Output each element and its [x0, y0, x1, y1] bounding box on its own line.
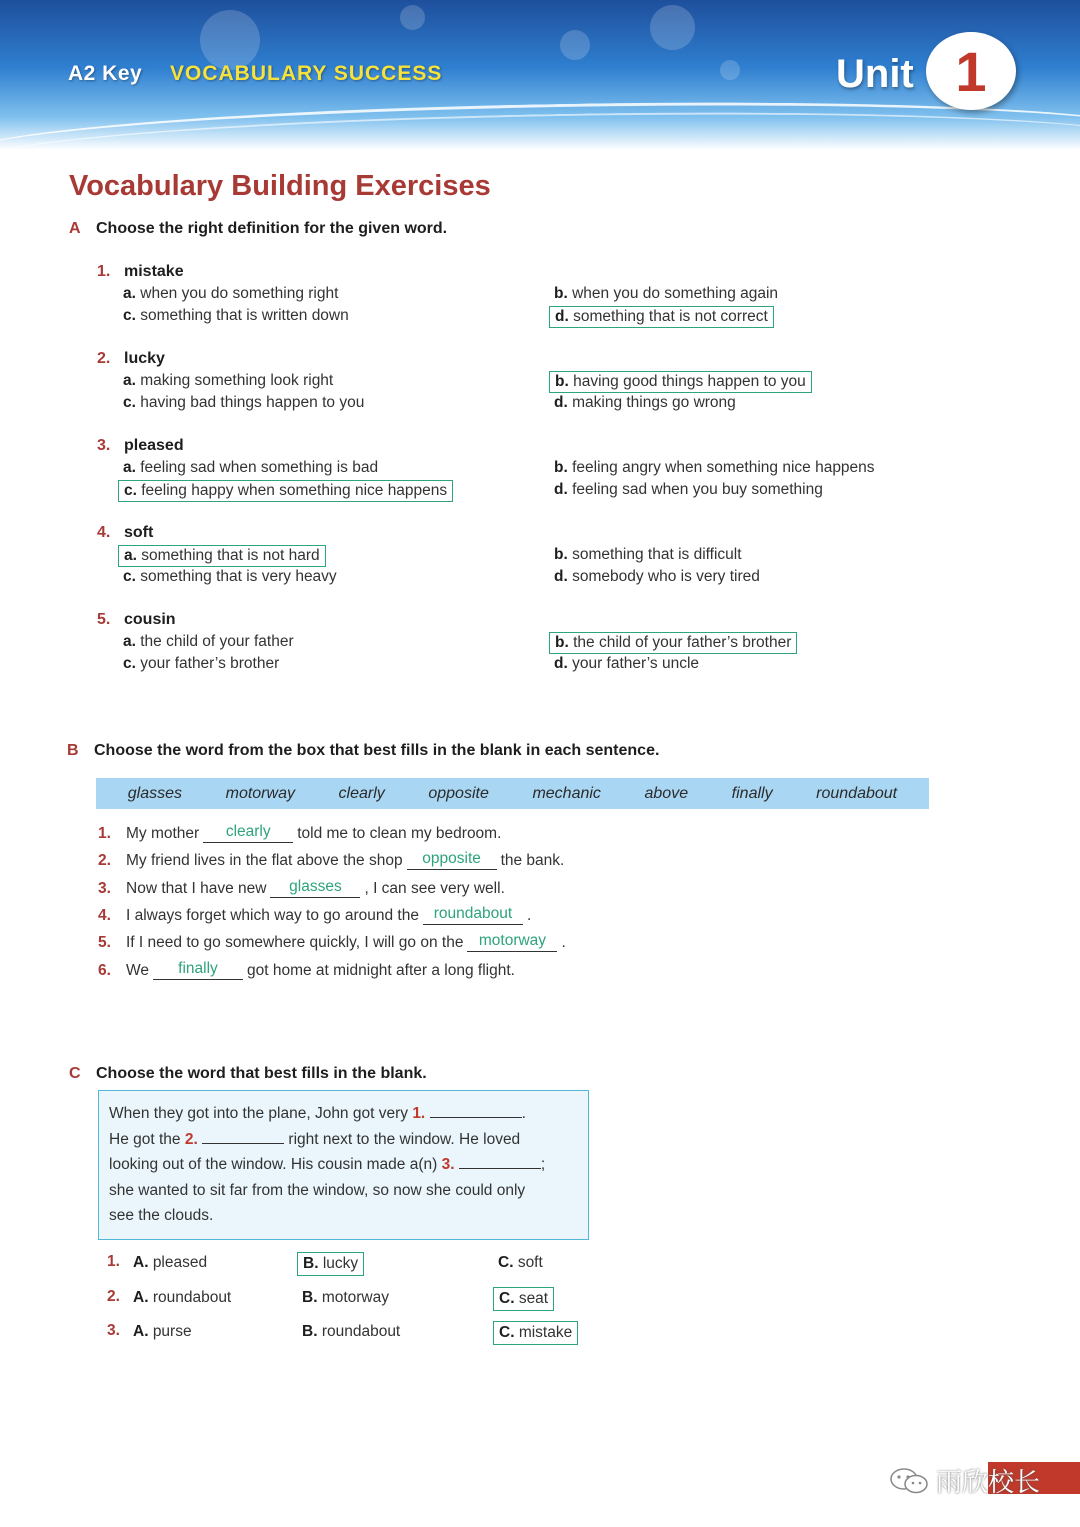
option-text: the child of your father’s brother — [573, 634, 792, 651]
choice-letter: A. — [133, 1254, 149, 1271]
option-letter: a. — [124, 547, 137, 564]
option-letter: b. — [554, 459, 568, 476]
choice-letter: A. — [133, 1323, 149, 1340]
word-box-item: roundabout — [816, 784, 898, 802]
unit-label: Unit — [836, 52, 914, 96]
answer-blank[interactable]: clearly — [203, 823, 293, 843]
sentence-before: I always forget which way to go around the — [126, 906, 419, 924]
word-box-item: finally — [731, 784, 773, 802]
choice-number: 2. — [107, 1287, 120, 1305]
wechat-icon — [888, 1465, 932, 1497]
sentence-before: My mother — [126, 825, 200, 842]
option-text: when you do something right — [140, 285, 339, 302]
sentence-number: 1. — [98, 825, 111, 842]
choice-c[interactable] — [493, 1321, 578, 1345]
watermark-text: 雨欣校长 — [936, 1468, 1041, 1498]
option-b[interactable] — [549, 371, 812, 393]
choice-a[interactable] — [128, 1287, 236, 1309]
option-letter: b. — [554, 546, 568, 563]
option-a[interactable] — [118, 371, 338, 391]
option-text: your father’s brother — [140, 655, 280, 672]
choice-text: purse — [152, 1323, 192, 1340]
option-letter: a. — [123, 372, 136, 389]
question-word: lucky — [124, 350, 165, 367]
choice-text: roundabout — [152, 1288, 232, 1306]
option-text: something that is not correct — [573, 308, 768, 325]
option-text: something that is very heavy — [140, 568, 337, 585]
sentence-before: If I need to go somewhere quickly, I will go on the — [126, 934, 464, 952]
option-a[interactable] — [118, 458, 383, 478]
question-number: 3. — [97, 437, 111, 454]
question-number: 5. — [97, 611, 111, 628]
question-number: 1. — [97, 263, 111, 280]
option-a[interactable] — [118, 545, 326, 567]
option-text: your father’s uncle — [572, 655, 700, 672]
sentence-number: 4. — [98, 906, 111, 924]
option-c[interactable] — [118, 567, 342, 587]
choice-b[interactable] — [297, 1287, 394, 1309]
sentence-before: My friend lives in the flat above the shop — [126, 852, 403, 870]
header-banner — [0, 0, 1080, 150]
choice-c[interactable] — [493, 1287, 554, 1311]
passage-box — [98, 1090, 589, 1240]
option-letter: c. — [123, 568, 136, 585]
sentence-before: We — [126, 961, 149, 979]
choice-text: lucky — [322, 1255, 359, 1272]
choice-text: motorway — [321, 1288, 389, 1306]
option-text: having bad things happen to you — [140, 394, 365, 411]
sentence-line — [126, 852, 564, 872]
choice-c[interactable] — [493, 1252, 548, 1274]
sentence-line — [126, 934, 566, 954]
choice-number: 1. — [107, 1253, 120, 1270]
sentence-number: 2. — [98, 852, 111, 870]
choice-letter: C. — [498, 1254, 514, 1271]
option-d[interactable] — [549, 567, 765, 587]
answer-blank[interactable]: motorway — [467, 932, 557, 952]
choice-letter: C. — [499, 1289, 515, 1307]
sentence-number: 3. — [98, 879, 111, 897]
option-text: feeling happy when something nice happens — [141, 482, 448, 499]
choice-text: roundabout — [321, 1323, 401, 1340]
word-box-item: glasses — [127, 784, 183, 802]
sentence-after: got home at midnight after a long flight. — [246, 961, 515, 979]
sentence-line — [126, 877, 505, 900]
option-text: something that is not hard — [141, 547, 320, 564]
sentence-after: . — [526, 906, 532, 924]
option-text: feeling angry when something nice happens — [572, 459, 875, 476]
option-text: making something look right — [140, 372, 334, 389]
choice-text: pleased — [152, 1254, 208, 1271]
sentence-number: 6. — [98, 961, 111, 979]
choice-letter: B. — [303, 1255, 319, 1272]
option-text: when you do something again — [572, 285, 779, 302]
passage-line-5: see the clouds. — [109, 1207, 214, 1224]
answer-blank[interactable]: roundabout — [423, 905, 523, 925]
option-text: somebody who is very tired — [572, 568, 760, 585]
option-c[interactable] — [118, 306, 354, 326]
choice-b[interactable] — [297, 1252, 364, 1276]
question-word: soft — [124, 524, 154, 541]
question-word: pleased — [124, 437, 184, 454]
word-box-item: motorway — [225, 784, 295, 802]
option-text: making things go wrong — [572, 394, 736, 411]
section-b-instruction: Choose the word from the box that best fills in the blank in each sentence. — [94, 742, 660, 759]
option-letter: a. — [123, 633, 136, 650]
option-c[interactable] — [118, 480, 453, 502]
word-box-item: mechanic — [532, 784, 601, 802]
choice-b[interactable] — [297, 1321, 405, 1343]
option-letter: b. — [555, 634, 569, 651]
option-d[interactable] — [549, 393, 741, 413]
option-a[interactable] — [118, 284, 343, 304]
sentence-after: . — [561, 934, 566, 952]
word-box-item: above — [644, 784, 689, 802]
option-letter: d. — [554, 394, 568, 411]
unit-number: 1 — [955, 39, 987, 103]
section-c-instruction: Choose the word that best fills in the blank. — [96, 1065, 427, 1082]
answer-blank[interactable]: finally — [153, 960, 243, 980]
choice-letter: A. — [133, 1288, 149, 1306]
word-box-item: opposite — [428, 784, 489, 802]
unit-badge — [926, 32, 1016, 110]
question-number: 2. — [97, 350, 111, 367]
option-letter: d. — [555, 308, 569, 325]
option-text: feeling sad when something is bad — [140, 459, 379, 476]
section-a-letter: A — [69, 220, 81, 237]
choice-letter: C. — [499, 1324, 515, 1341]
choice-letter: B. — [302, 1288, 318, 1306]
choice-text: soft — [517, 1254, 543, 1271]
option-letter: d. — [554, 481, 568, 498]
word-box-item: clearly — [338, 784, 385, 802]
section-b-letter: B — [67, 742, 79, 759]
option-letter: b. — [554, 285, 568, 302]
option-b[interactable] — [549, 284, 783, 304]
sentence-line — [126, 959, 515, 982]
section-c-letter: C — [69, 1065, 81, 1082]
passage-line-4: she wanted to sit far from the window, so now she could only — [109, 1181, 526, 1199]
question-number: 4. — [97, 524, 111, 541]
sentence-after: , I can see very well. — [364, 879, 505, 897]
option-text: something that is difficult — [572, 546, 742, 563]
watermark — [888, 1462, 1040, 1499]
word-box — [96, 778, 929, 809]
question-word: cousin — [124, 611, 176, 628]
option-letter: a. — [123, 285, 136, 302]
sentence-after: told me to clean my bedroom. — [297, 825, 502, 842]
option-letter: b. — [555, 373, 569, 390]
option-a[interactable] — [118, 632, 299, 652]
option-letter: c. — [123, 655, 136, 672]
sentence-before: Now that I have new — [126, 879, 267, 897]
series-label: VOCABULARY SUCCESS — [170, 62, 443, 85]
option-d[interactable] — [549, 306, 774, 328]
option-text: something that is written down — [140, 307, 349, 324]
option-text: having good things happen to you — [573, 373, 806, 390]
option-letter: d. — [554, 655, 568, 672]
choice-a[interactable] — [128, 1321, 197, 1343]
answer-blank[interactable]: glasses — [270, 878, 360, 898]
sentence-line — [126, 904, 532, 927]
passage-line-3: looking out of the window. His cousin made a(n) 3. ; — [109, 1156, 546, 1173]
option-b[interactable] — [549, 632, 797, 654]
option-text: feeling sad when you buy something — [572, 481, 823, 498]
answer-blank[interactable]: opposite — [407, 850, 497, 870]
choice-letter: B. — [302, 1323, 318, 1340]
option-d[interactable] — [549, 654, 704, 674]
option-letter: c. — [123, 394, 136, 411]
brand-label: A2 Key — [68, 62, 143, 85]
option-d[interactable] — [549, 480, 828, 500]
sentence-line — [126, 825, 501, 845]
option-text: the child of your father — [140, 633, 294, 650]
option-letter: c. — [124, 482, 137, 499]
option-letter: c. — [123, 307, 136, 324]
choice-text: mistake — [518, 1324, 573, 1341]
option-c[interactable] — [118, 393, 369, 413]
option-c[interactable] — [118, 654, 284, 674]
question-word: mistake — [124, 263, 184, 280]
choice-a[interactable] — [128, 1252, 212, 1274]
sentence-after: the bank. — [500, 852, 565, 870]
choice-number: 3. — [107, 1322, 120, 1339]
choice-text: seat — [518, 1289, 549, 1307]
passage-line-1: When they got into the plane, John got very 1. . — [109, 1105, 526, 1122]
page-title: Vocabulary Building Exercises — [69, 170, 491, 202]
option-letter: a. — [123, 459, 136, 476]
passage-line-2: He got the 2. right next to the window. He loved — [109, 1130, 521, 1148]
option-b[interactable] — [549, 458, 880, 478]
section-a-instruction: Choose the right definition for the given word. — [96, 220, 448, 237]
option-letter: d. — [554, 568, 568, 585]
sentence-number: 5. — [98, 934, 111, 952]
option-b[interactable] — [549, 545, 747, 565]
